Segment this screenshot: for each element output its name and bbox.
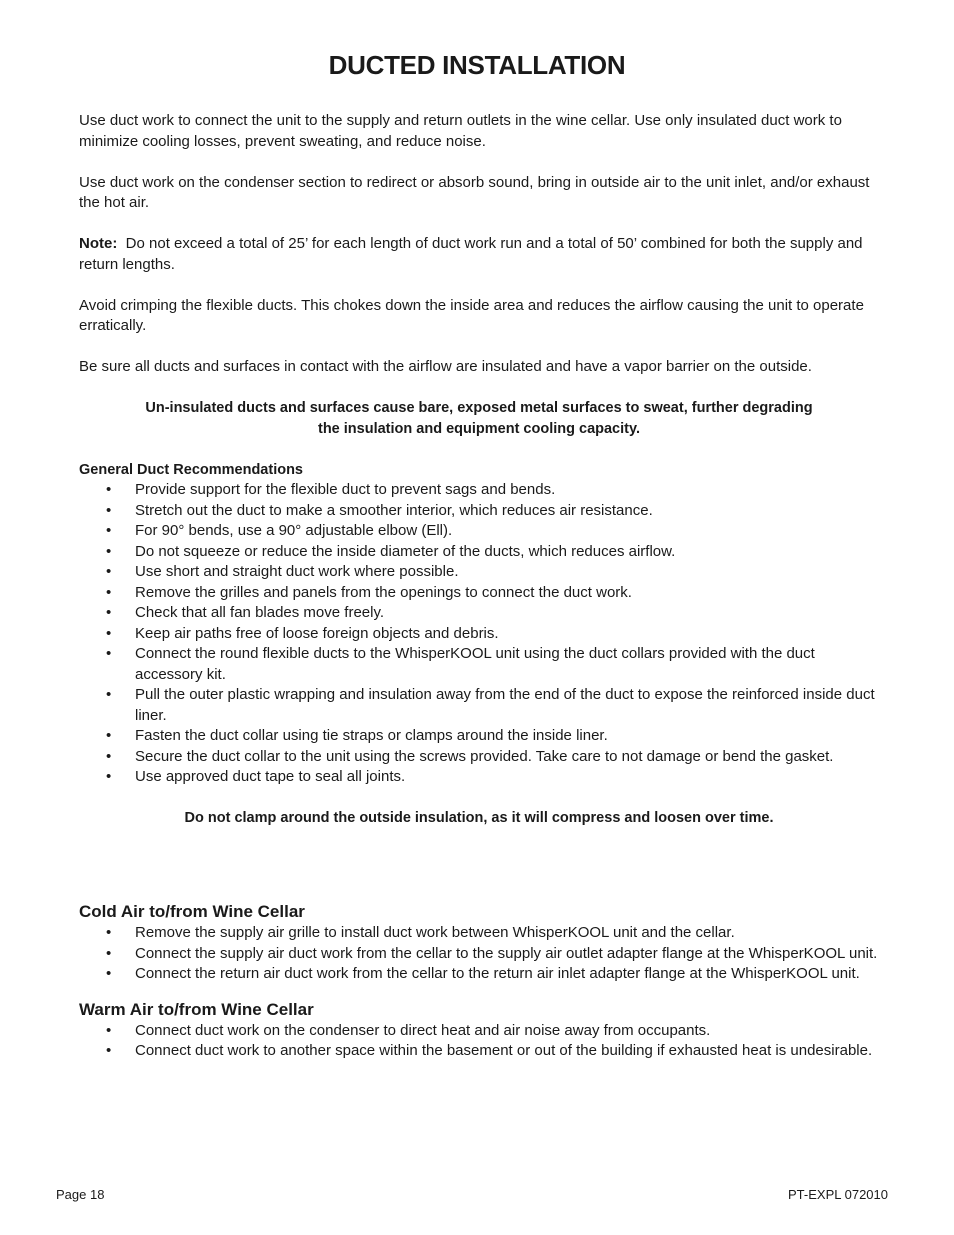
crimping-paragraph: Avoid crimping the flexible ducts. This chokes down the inside area and reduces the airflow causing the unit to operate erratically.	[79, 296, 864, 334]
list-item: • Connect duct work on the condenser to direct heat and air noise away from occupants.	[79, 1021, 879, 1042]
list-item: • Remove the supply air grille to install duct work between WhisperKOOL unit and the cellar.	[79, 923, 879, 944]
list-item: • Use short and straight duct work where possible.	[79, 562, 879, 583]
bullet-icon: •	[106, 727, 112, 744]
cold-air-list	[79, 923, 879, 985]
list-item: • Connect the return air duct work from the cellar to the return air inlet adapter flange at the WhisperKOOL unit.	[79, 964, 879, 985]
bullet-icon: •	[106, 924, 112, 941]
bullet-icon: •	[106, 501, 112, 519]
list-item: • Pull the outer plastic wrapping and insulation away from the end of the duct to expose the reinforced inside duct liner.	[106, 686, 875, 724]
list-item: • Connect the round flexible ducts to the WhisperKOOL unit using the duct collars provided with the duct accessory kit.	[106, 645, 815, 683]
note-paragraph	[79, 234, 879, 275]
bullet-icon: •	[106, 1042, 112, 1059]
vapor-barrier-paragraph: Be sure all ducts and surfaces in contact with the airflow are insulated and have a vapor barrier on the outside.	[79, 358, 812, 375]
bullet-icon: •	[106, 768, 112, 785]
bullet-icon: •	[106, 604, 112, 621]
clamp-warning: Do not clamp around the outside insulation, as it will compress and loosen over time.	[184, 810, 774, 826]
bullet-icon: •	[106, 481, 112, 498]
bullet-icon: •	[106, 747, 112, 765]
list-item: • Remove the grilles and panels from the openings to connect the duct work.	[79, 583, 879, 604]
list-item: • Connect duct work to another space within the basement or out of the building if exhausted heat is undesirable.	[79, 1041, 879, 1062]
page-number: Page 18	[56, 1187, 105, 1202]
bullet-icon: •	[106, 965, 112, 982]
bullet-icon: •	[106, 563, 112, 580]
intro-paragraph-2: Use duct work on the condenser section to redirect or absorb sound, bring in outside air to the unit inlet, and/or exhaust the hot air.	[79, 173, 870, 211]
warm-air-list	[79, 1021, 879, 1062]
list-item: • Fasten the duct collar using tie straps or clamps around the inside liner.	[79, 726, 879, 747]
list-item: • Secure the duct collar to the unit using the screws provided. Take care to not damage or bend the gasket.	[79, 747, 879, 768]
list-item: • Use approved duct tape to seal all joints.	[79, 767, 879, 788]
insulation-warning: Un-insulated ducts and surfaces cause bare, exposed metal surfaces to sweat, further degrading the insulation and equipment cooling capacity.	[145, 400, 813, 437]
list-item: • For 90° bends, use a 90° adjustable elbow (Ell).	[79, 521, 879, 542]
list-item: • Provide support for the flexible duct to prevent sags and bends.	[79, 480, 879, 501]
bullet-icon: •	[106, 522, 112, 539]
warm-air-heading: Warm Air to/from Wine Cellar	[79, 999, 314, 1019]
note-label: Note:	[79, 235, 118, 252]
bullet-icon: •	[106, 624, 112, 642]
page-content	[79, 111, 879, 1062]
bullet-icon: •	[106, 645, 112, 662]
general-recommendations-heading: General Duct Recommendations	[79, 461, 303, 478]
cold-air-heading: Cold Air to/from Wine Cellar	[79, 902, 305, 921]
bullet-icon: •	[106, 686, 112, 703]
intro-paragraph-1: Use duct work to connect the unit to the supply and return outlets in the wine cellar. Use only insulated duct work to minimize cooling losses, prevent sweating, and reduce noise.	[79, 112, 842, 150]
list-item: • Keep air paths free of loose foreign objects and debris.	[79, 624, 879, 645]
list-item: • Stretch out the duct to make a smoother interior, which reduces air resistance.	[79, 501, 879, 522]
page-title: DUCTED INSTALLATION	[328, 50, 626, 80]
bullet-icon: •	[106, 1021, 112, 1039]
list-item: • Do not squeeze or reduce the inside diameter of the ducts, which reduces airflow.	[79, 542, 879, 563]
bullet-icon: •	[106, 542, 112, 560]
list-item: • Check that all fan blades move freely.	[79, 603, 879, 624]
note-text: Do not exceed a total of 25’ for each length of duct work run and a total of 50’ combined for both the supply and return lengths.	[79, 235, 867, 273]
bullet-icon: •	[106, 583, 112, 601]
document-id: PT-EXPL 072010	[788, 1187, 888, 1202]
list-item: • Connect the supply air duct work from the cellar to the supply air outlet adapter flange at the WhisperKOOL unit.	[79, 944, 879, 965]
bullet-icon: •	[106, 944, 112, 962]
general-recommendations-list	[79, 480, 879, 788]
